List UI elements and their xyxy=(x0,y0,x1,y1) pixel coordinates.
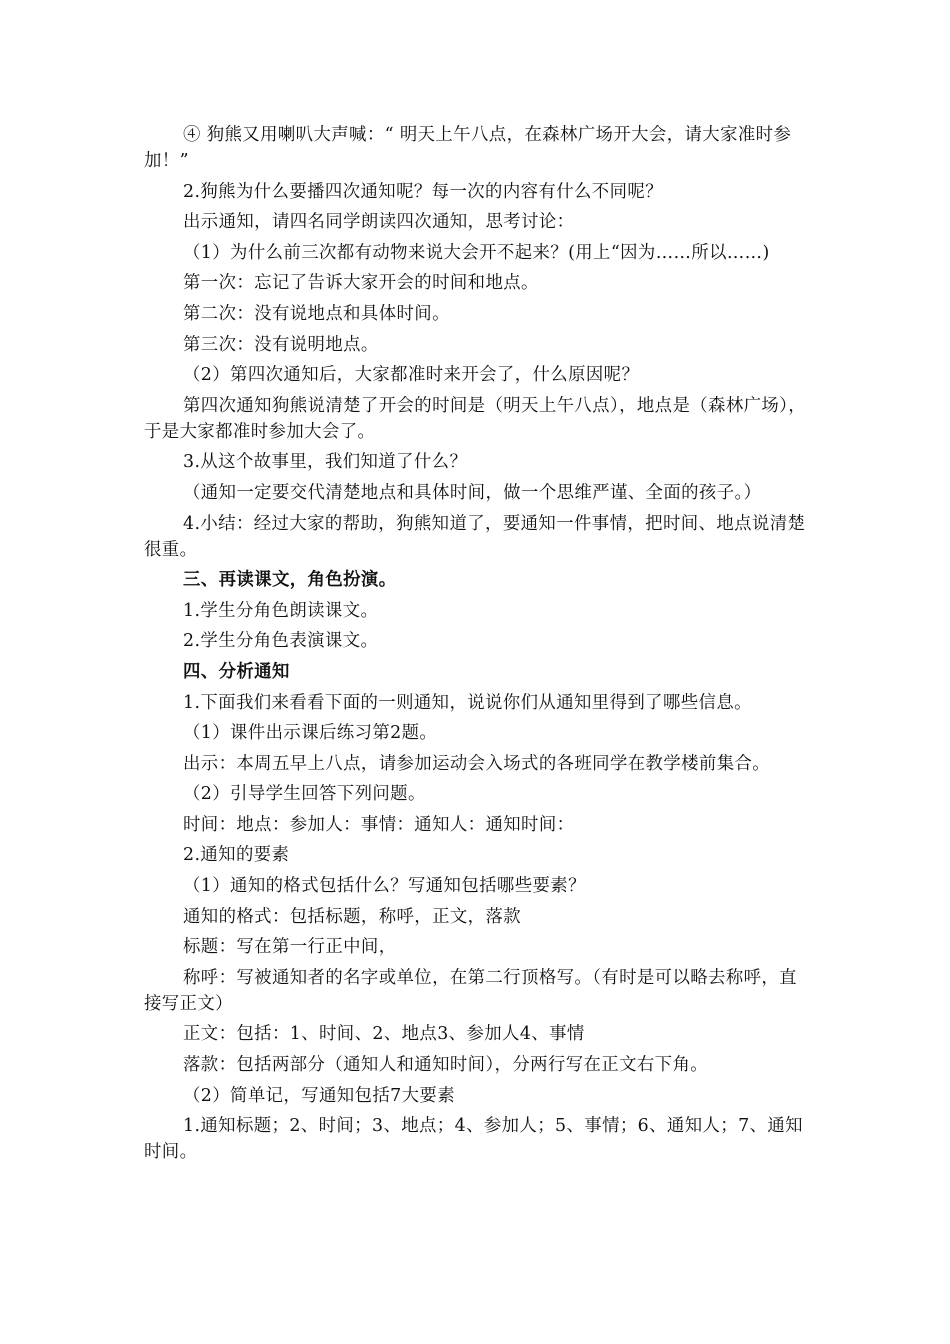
paragraph-body-rule: 正文：包括：1、时间、2、地点3、参加人4、事情 xyxy=(183,1024,585,1045)
section-heading-analyze-notice: 四、分析通知 xyxy=(183,661,290,682)
paragraph-show-example: 出示：本周五早上八点，请参加运动会入场式的各班同学在教学楼前集合。 xyxy=(183,753,771,774)
paragraph-fill-fields: 时间：地点：参加人：事情：通知人：通知时间： xyxy=(183,814,575,835)
paragraph-elements-list: 1.通知标题；2、时间；3、地点；4、参加人；5、事情；6、通知人；7、通知时间。 xyxy=(144,1116,803,1163)
paragraph-second-time: 第二次：没有说地点和具体时间。 xyxy=(183,303,450,324)
paragraph-format-question: （1）通知的格式包括什么？写通知包括哪些要素？ xyxy=(183,876,586,897)
paragraph-courseware: （1）课件出示课后练习第2题。 xyxy=(183,723,438,744)
paragraph-look-notice: 1.下面我们来看看下面的一则通知，说说你们从通知里得到了哪些信息。 xyxy=(183,692,752,713)
paragraph-salutation-rule: 称呼：写被通知者的名字或单位，在第二行顶格写。（有时是可以略去称呼，直接写正文） xyxy=(144,967,797,1014)
paragraph-question-four-notices: 2.狗熊为什么要播四次通知呢？每一次的内容有什么不同呢？ xyxy=(183,181,663,202)
paragraph-title-rule: 标题：写在第一行正中间， xyxy=(183,937,397,958)
paragraph-format: 通知的格式：包括标题，称呼，正文，落款 xyxy=(183,906,522,927)
paragraph-signature-rule: 落款：包括两部分（通知人和通知时间），分两行写在正文右下角。 xyxy=(183,1055,709,1076)
paragraph-summary: 4.小结：经过大家的帮助，狗熊知道了，要通知一件事情，把时间、地点说清楚很重。 xyxy=(144,513,806,560)
paragraph-show-notices: 出示通知，请四名同学朗读四次通知，思考讨论： xyxy=(183,212,575,233)
paragraph-elements-heading: 2.通知的要素 xyxy=(183,845,290,866)
paragraph-first-time: 第一次：忘记了告诉大家开会的时间和地点。 xyxy=(183,273,539,294)
paragraph-question-1: （1）为什么前三次都有动物来说大会开不起来？(用上“因为……所以……) xyxy=(183,242,770,263)
paragraph-fourth-time: 第四次通知狗熊说清楚了开会的时间是（明天上午八点），地点是（森林广场），于是大家都准时参加大会了。 xyxy=(144,395,807,442)
paragraph-answer-3: （通知一定要交代清楚地点和具体时间，做一个思维严谨、全面的孩子。） xyxy=(183,482,762,503)
paragraph-guide-answer: （2）引导学生回答下列问题。 xyxy=(183,784,426,805)
section-heading-role-play: 三、再读课文，角色扮演。 xyxy=(183,570,397,591)
document-body xyxy=(144,122,814,1170)
paragraph-act-roles: 2.学生分角色表演课文。 xyxy=(183,631,379,652)
paragraph-question-3: 3.从这个故事里，我们知道了什么？ xyxy=(183,452,468,473)
paragraph-third-time: 第三次：没有说明地点。 xyxy=(183,334,379,355)
paragraph-read-roles: 1.学生分角色朗读课文。 xyxy=(183,600,379,621)
paragraph-seven-elements: （2）简单记，写通知包括7大要素 xyxy=(183,1085,455,1106)
paragraph-shout-notice: ④ 狗熊又用喇叭大声喊：“ 明天上午八点，在森林广场开大会，请大家准时参加！” xyxy=(144,125,792,171)
paragraph-question-2: （2）第四次通知后，大家都准时来开会了，什么原因呢？ xyxy=(183,365,640,386)
